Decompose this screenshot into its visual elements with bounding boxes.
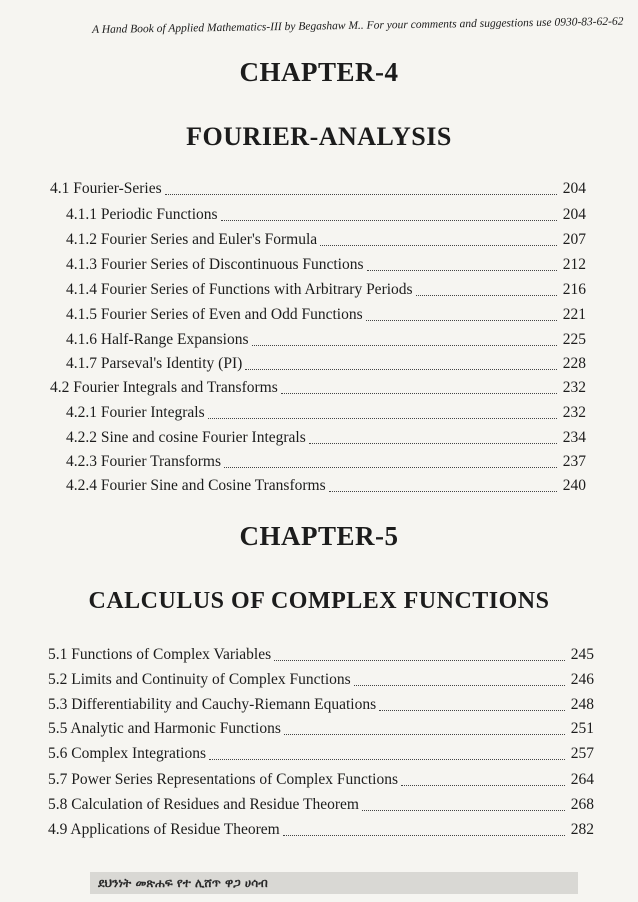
toc-entry-page: 237 bbox=[562, 453, 586, 470]
chapter-4-heading: CHAPTER-4 bbox=[239, 57, 399, 87]
toc-entry-title: 5.5 Analytic and Harmonic Functions bbox=[48, 720, 281, 737]
toc-entry bbox=[48, 745, 594, 765]
leader-dots bbox=[354, 685, 565, 686]
chapter-5-heading: CHAPTER-5 bbox=[239, 521, 399, 551]
toc-entry-page: 240 bbox=[562, 477, 586, 494]
toc-entry-title: 5.7 Power Series Representations of Complex Functions bbox=[48, 771, 398, 788]
toc-entry-page: 246 bbox=[570, 671, 594, 688]
toc-entry-title: 4.1.5 Fourier Series of Even and Odd Functions bbox=[66, 306, 363, 323]
toc-entry-page: 245 bbox=[570, 646, 594, 663]
toc-entry-page: 204 bbox=[562, 180, 586, 197]
leader-dots bbox=[208, 418, 557, 419]
toc-entry bbox=[48, 720, 594, 740]
leader-dots bbox=[379, 710, 565, 711]
leader-dots bbox=[309, 443, 557, 444]
toc-entry-title: 4.1.3 Fourier Series of Discontinuous Functions bbox=[66, 256, 364, 273]
leader-dots bbox=[245, 369, 557, 370]
toc-entry-page: 234 bbox=[562, 429, 586, 446]
toc-entry-page: 268 bbox=[570, 796, 594, 813]
toc-entry-title: 5.6 Complex Integrations bbox=[48, 745, 206, 762]
toc-entry-page: 257 bbox=[570, 745, 594, 762]
leader-dots bbox=[366, 320, 557, 321]
toc-entry-title: 5.3 Differentiability and Cauchy-Riemann Equations bbox=[48, 696, 377, 713]
toc-entry-page: 221 bbox=[562, 306, 586, 323]
toc-entry bbox=[66, 355, 586, 375]
toc-entry-page: 207 bbox=[562, 231, 586, 248]
toc-entry bbox=[48, 796, 594, 816]
leader-dots bbox=[362, 810, 565, 811]
toc-entry bbox=[66, 331, 586, 351]
toc-entry-title: 4.2.3 Fourier Transforms bbox=[66, 453, 222, 470]
toc-entry-title: 4.2 Fourier Integrals and Transforms bbox=[50, 379, 278, 396]
toc-entry-title: 5.8 Calculation of Residues and Residue Theorem bbox=[48, 796, 359, 813]
toc-entry-page: 264 bbox=[570, 771, 594, 788]
toc-entry bbox=[66, 281, 586, 301]
leader-dots bbox=[416, 295, 557, 296]
toc-entry-page: 232 bbox=[562, 379, 586, 396]
toc-entry bbox=[66, 231, 586, 251]
toc-entry-title: 4.2.2 Sine and cosine Fourier Integrals bbox=[66, 429, 306, 446]
toc-entry bbox=[66, 429, 586, 449]
leader-dots bbox=[209, 759, 565, 760]
toc-entry-title: 4.1.1 Periodic Functions bbox=[66, 206, 218, 223]
toc-entry-page: 251 bbox=[570, 720, 594, 737]
toc-entry-title: 4.1 Fourier-Series bbox=[50, 180, 162, 197]
leader-dots bbox=[320, 245, 557, 246]
leader-dots bbox=[284, 734, 565, 735]
chapter-4-title: FOURIER-ANALYSIS bbox=[186, 122, 452, 151]
toc-entry-title: 4.9 Applications of Residue Theorem bbox=[48, 821, 280, 838]
toc-entry-page: 228 bbox=[562, 355, 586, 372]
toc-entry bbox=[66, 453, 586, 473]
toc-entry-page: 204 bbox=[562, 206, 586, 223]
toc-entry bbox=[66, 256, 586, 276]
toc-entry-page: 225 bbox=[562, 331, 586, 348]
toc-entry-page: 216 bbox=[562, 281, 586, 298]
toc-entry-page: 232 bbox=[562, 404, 586, 421]
toc-entry-page: 248 bbox=[570, 696, 594, 713]
leader-dots bbox=[224, 467, 557, 468]
leader-dots bbox=[221, 220, 557, 221]
toc-entry bbox=[48, 821, 594, 841]
running-header: A Hand Book of Applied Mathematics-III by Begashaw M.. For your comments and suggestions use 0930-83-62-62 bbox=[92, 15, 624, 36]
toc-entry bbox=[50, 180, 586, 200]
toc-entry bbox=[66, 306, 586, 326]
toc-entry-title: 4.2.4 Fourier Sine and Cosine Transforms bbox=[66, 477, 326, 494]
toc-entry-title: 5.1 Functions of Complex Variables bbox=[48, 646, 272, 663]
toc-entry-title: 5.2 Limits and Continuity of Complex Functions bbox=[48, 671, 351, 688]
chapter-5-title: CALCULUS OF COMPLEX FUNCTIONS bbox=[88, 588, 550, 614]
leader-dots bbox=[165, 194, 557, 195]
toc-entry bbox=[66, 404, 586, 424]
leader-dots bbox=[329, 491, 557, 492]
leader-dots bbox=[367, 270, 558, 271]
leader-dots bbox=[283, 835, 565, 836]
toc-entry-page: 212 bbox=[562, 256, 586, 273]
toc-entry bbox=[66, 477, 586, 497]
leader-dots bbox=[401, 785, 565, 786]
toc-entry-title: 4.1.4 Fourier Series of Functions with Arbitrary Periods bbox=[66, 281, 413, 298]
footer-stamp: ደህንነት መጽሐፍ የተ ሊሸጥ ዋጋ ሀሳብ bbox=[90, 872, 578, 894]
leader-dots bbox=[281, 393, 557, 394]
toc-entry bbox=[48, 646, 594, 666]
toc-entry bbox=[48, 671, 594, 691]
toc-entry-title: 4.1.7 Parseval's Identity (PI) bbox=[66, 355, 243, 372]
toc-entry-title: 4.1.2 Fourier Series and Euler's Formula bbox=[66, 231, 318, 248]
toc-entry bbox=[66, 206, 586, 226]
toc-entry-title: 4.1.6 Half-Range Expansions bbox=[66, 331, 249, 348]
toc-entry-page: 282 bbox=[570, 821, 594, 838]
toc-entry bbox=[48, 771, 594, 791]
leader-dots bbox=[252, 345, 557, 346]
toc-entry bbox=[50, 379, 586, 399]
leader-dots bbox=[274, 660, 565, 661]
toc-entry bbox=[48, 696, 594, 716]
toc-entry-title: 4.2.1 Fourier Integrals bbox=[66, 404, 205, 421]
